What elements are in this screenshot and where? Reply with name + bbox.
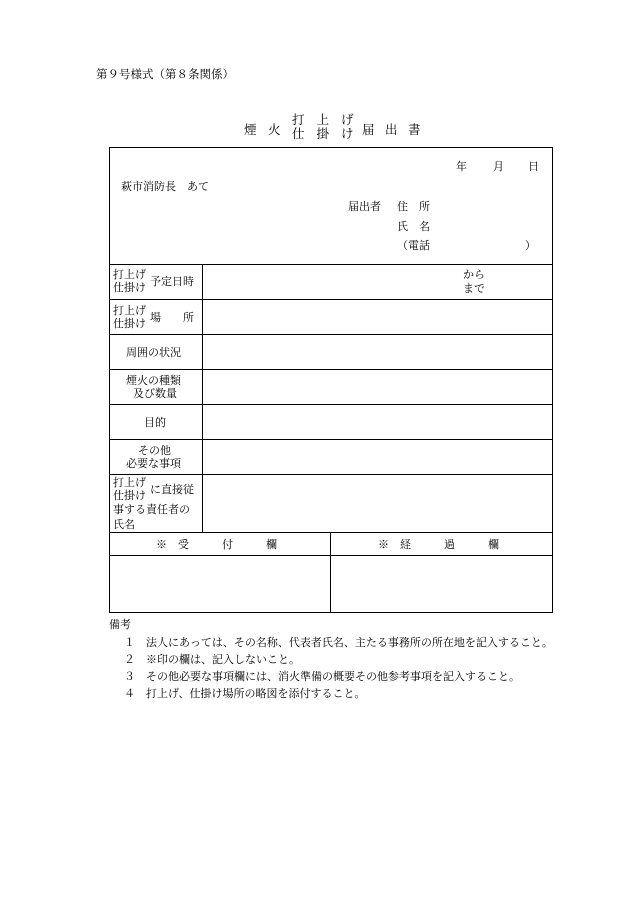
place-set: 仕掛け [113, 317, 146, 330]
phone-close: ） [525, 239, 536, 252]
title-launch-3: げ [341, 112, 354, 127]
row-divider [109, 439, 553, 440]
resp-label-3: 氏名 [113, 518, 135, 531]
schedule-launch: 打上げ [113, 268, 146, 281]
notes-heading: 備考 [109, 618, 131, 631]
place-label-stack [113, 304, 146, 330]
note-3-num: ３ [124, 670, 135, 683]
row-divider [109, 299, 553, 300]
purpose-label: 目的 [144, 416, 166, 429]
title-set-1: 仕 [292, 126, 305, 141]
title-launch-1: 打 [292, 112, 305, 127]
resp-launch: 打上げ [113, 476, 146, 489]
row-divider [109, 404, 553, 405]
schedule-from: から [463, 268, 485, 281]
month-label: 月 [493, 160, 504, 173]
addressee: 萩市消防長 あて [121, 180, 209, 193]
day-label: 日 [528, 160, 539, 173]
title-char-out: 出 [385, 122, 398, 137]
year-label: 年 [456, 160, 467, 173]
note-1-num: １ [124, 636, 135, 649]
other-label-1: その他 [138, 444, 171, 457]
note-2-num: ２ [124, 653, 135, 666]
phone-label: （電話 [397, 239, 430, 252]
address-label: 住 所 [397, 200, 430, 213]
resp-set: 仕掛け [113, 489, 146, 502]
row-divider [109, 532, 553, 533]
schedule-suffix: 予定日時 [150, 275, 194, 288]
schedule-set: 仕掛け [113, 281, 146, 294]
column-divider [202, 264, 203, 532]
applicant-label: 届出者 [348, 200, 381, 213]
place-suffix: 場 所 [150, 311, 194, 324]
title-char-doc: 書 [408, 122, 421, 137]
surroundings-label: 周囲の状況 [126, 346, 181, 359]
note-4-num: ４ [124, 687, 135, 700]
type-label-1: 煙火の種類 [126, 374, 181, 387]
title-launch-2: 上 [316, 112, 330, 127]
title-set [292, 127, 354, 141]
title-set-3: け [341, 126, 354, 141]
note-3-text: その他必要な事項欄には、消火準備の概要その他参考事項を記入すること。 [146, 670, 520, 683]
schedule-label-stack [113, 268, 146, 294]
resp-suffix: に直接従 [150, 483, 194, 496]
name-label: 氏 名 [397, 220, 430, 233]
title-set-2: 掛 [316, 126, 330, 141]
title-launch [292, 113, 354, 127]
title-char-smoke: 煙 [244, 122, 257, 137]
row-divider [109, 555, 553, 556]
row-divider [109, 334, 553, 335]
type-label-2: 及び数量 [133, 387, 177, 400]
resp-label-stack [113, 476, 146, 502]
reception-header: ※ 受 付 欄 [156, 538, 277, 551]
row-divider [109, 369, 553, 370]
note-4-text: 打上げ、仕掛け場所の略図を添付すること。 [146, 687, 366, 700]
place-launch: 打上げ [113, 304, 146, 317]
column-divider [330, 532, 331, 613]
note-2-text: ※印の欄は、記入しないこと。 [146, 653, 300, 666]
row-divider [109, 474, 553, 475]
row-divider [109, 264, 553, 265]
title-char-fire: 火 [268, 122, 281, 137]
note-1-text: 法人にあっては、その名称、代表者氏名、主たる事務所の所在地を記入すること。 [146, 636, 553, 649]
progress-header: ※ 経 過 欄 [378, 538, 499, 551]
other-label-2: 必要な事項 [126, 457, 181, 470]
schedule-to: まで [463, 282, 485, 295]
resp-label-2: 事する責任者の [113, 503, 190, 516]
form-number: 第９号様式（第８条関係） [96, 67, 234, 81]
title-char-notice: 届 [362, 122, 375, 137]
